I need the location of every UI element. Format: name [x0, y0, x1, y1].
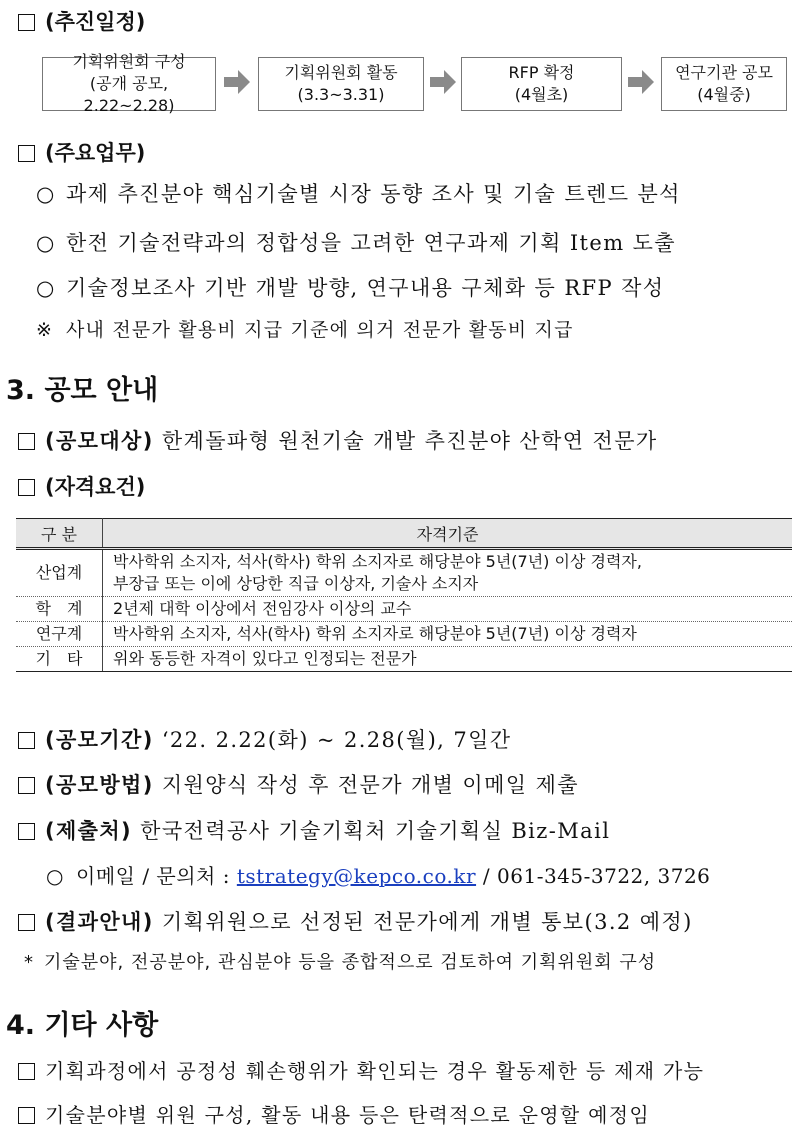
row-criteria: 2년제 대학 이상에서 전임강사 이상의 교수: [103, 597, 793, 622]
contact-prefix: 이메일 / 문의처 :: [76, 864, 230, 888]
qualification-table: [16, 518, 792, 672]
submit-label: (제출처): [45, 819, 133, 843]
duty-item-3: [36, 272, 664, 302]
arrow-right-icon: [224, 70, 250, 94]
row-criteria: [103, 549, 793, 597]
flow-step-4: [661, 57, 787, 111]
flow-step-2-sub: (3.3~3.31): [297, 85, 385, 104]
submit-line: [18, 815, 610, 845]
table-header-row: [16, 519, 792, 549]
checkbox-square-icon: [18, 14, 35, 31]
checkbox-square-icon: [18, 914, 35, 931]
checkbox-square-icon: [18, 777, 35, 794]
schedule-heading: (추진일정): [45, 10, 146, 34]
target-line: [18, 425, 658, 455]
duty-note: [36, 315, 574, 342]
row-category: 학 계: [16, 597, 103, 622]
flow-step-3: [461, 57, 622, 111]
circle-bullet-icon: ○: [36, 182, 56, 206]
arrow-right-icon: [430, 70, 456, 94]
etc-item-2-text: 기술분야별 위원 구성, 활동 내용 등은 탄력적으로 운영할 예정임: [45, 1103, 651, 1127]
result-label: (결과안내): [45, 910, 154, 934]
target-text: 한계돌파형 원천기술 개발 추진분야 산학연 전문가: [161, 429, 658, 453]
email-link[interactable]: tstrategy@kepco.co.kr: [236, 864, 477, 888]
table-row: [16, 549, 792, 597]
method-line: [18, 769, 579, 799]
row-category: 연구계: [16, 622, 103, 647]
flow-step-1-sub: (공개 공모, 2.22~2.28): [83, 74, 175, 115]
contact-line: [46, 860, 710, 889]
section-3-heading: 3. 공모 안내: [6, 375, 159, 406]
checkbox-square-icon: [18, 823, 35, 840]
reference-mark-icon: ※: [36, 319, 54, 341]
duty-item-1-text: 과제 추진분야 핵심기술별 시장 동향 조사 및 기술 트렌드 분석: [66, 182, 681, 206]
row-category: 산업계: [16, 549, 103, 597]
result-note: [24, 948, 656, 974]
checkbox-square-icon: [18, 1107, 35, 1124]
schedule-heading-line: [18, 6, 145, 36]
target-label: (공모대상): [45, 429, 154, 453]
contact-suffix: / 061-345-3722, 3726: [482, 864, 711, 888]
table-header-criteria: 자격기준: [103, 519, 793, 549]
submit-text: 한국전력공사 기술기획처 기술기획실 Biz-Mail: [140, 819, 611, 843]
checkbox-square-icon: [18, 1063, 35, 1080]
row-criteria: 위와 동등한 자격이 있다고 인정되는 전문가: [103, 647, 793, 672]
flow-step-4-sub: (4월중): [697, 85, 751, 104]
row-criteria-line: 박사학위 소지자, 석사(학사) 학위 소지자로 해당분야 5년(7년) 이상 경력자,: [113, 552, 642, 571]
checkbox-square-icon: [18, 479, 35, 496]
etc-item-1: [18, 1055, 704, 1084]
qual-heading-line: [18, 471, 145, 501]
circle-bullet-icon: ○: [36, 231, 56, 255]
duty-item-2-text: 한전 기술전략과의 정합성을 고려한 연구과제 기획 Item 도출: [66, 231, 676, 255]
section-4-heading: 4. 기타 사항: [6, 1010, 159, 1041]
row-criteria: 박사학위 소지자, 석사(학사) 학위 소지자로 해당분야 5년(7년) 이상 경력자: [103, 622, 793, 647]
duty-item-2: [36, 227, 676, 257]
checkbox-square-icon: [18, 145, 35, 162]
method-text: 지원양식 작성 후 전문가 개별 이메일 제출: [161, 773, 579, 797]
table-row: [16, 622, 792, 647]
table-header-category: 구 분: [16, 519, 103, 549]
checkbox-square-icon: [18, 433, 35, 450]
flow-step-2: [258, 57, 424, 111]
arrow-right-icon: [628, 70, 654, 94]
flow-step-1: [42, 52, 216, 115]
flow-step-3-title: RFP 확정: [508, 63, 575, 82]
duty-item-1: [36, 178, 681, 208]
flow-step-4-title: 연구기관 공모: [675, 63, 773, 82]
table-row: [16, 647, 792, 672]
etc-item-2: [18, 1099, 650, 1128]
row-criteria-line: 부장급 또는 이에 상당한 직급 이상자, 기술사 소지자: [113, 574, 479, 593]
result-text: 기획위원으로 선정된 전문가에게 개별 통보(3.2 예정): [161, 910, 693, 934]
flow-step-3-sub: (4월초): [514, 85, 569, 104]
period-line: [18, 724, 511, 754]
qual-heading: (자격요건): [45, 475, 146, 499]
duties-heading-line: [18, 137, 145, 167]
duties-heading: (주요업무): [45, 141, 146, 165]
row-category: 기 타: [16, 647, 103, 672]
duty-item-3-text: 기술정보조사 기반 개발 방향, 연구내용 구체화 등 RFP 작성: [66, 276, 665, 300]
period-label: (공모기간): [45, 728, 154, 752]
etc-item-1-text: 기획과정에서 공정성 훼손행위가 확인되는 경우 활동제한 등 제재 가능: [45, 1059, 705, 1083]
table-row: [16, 597, 792, 622]
period-text: ‘22. 2.22(화) ~ 2.28(월), 7일간: [161, 728, 512, 752]
circle-bullet-icon: ○: [46, 864, 64, 888]
result-note-text: 기술분야, 전공분야, 관심분야 등을 종합적으로 검토하여 기획위원회 구성: [44, 952, 657, 973]
duty-note-text: 사내 전문가 활용비 지급 기준에 의거 전문가 활동비 지급: [66, 319, 574, 341]
flow-step-2-title: 기획위원회 활동: [284, 63, 398, 82]
asterisk-mark-icon: *: [24, 952, 34, 973]
method-label: (공모방법): [45, 773, 154, 797]
result-line: [18, 906, 693, 936]
checkbox-square-icon: [18, 732, 35, 749]
flow-step-1-title: 기획위원회 구성: [72, 52, 186, 71]
circle-bullet-icon: ○: [36, 276, 56, 300]
